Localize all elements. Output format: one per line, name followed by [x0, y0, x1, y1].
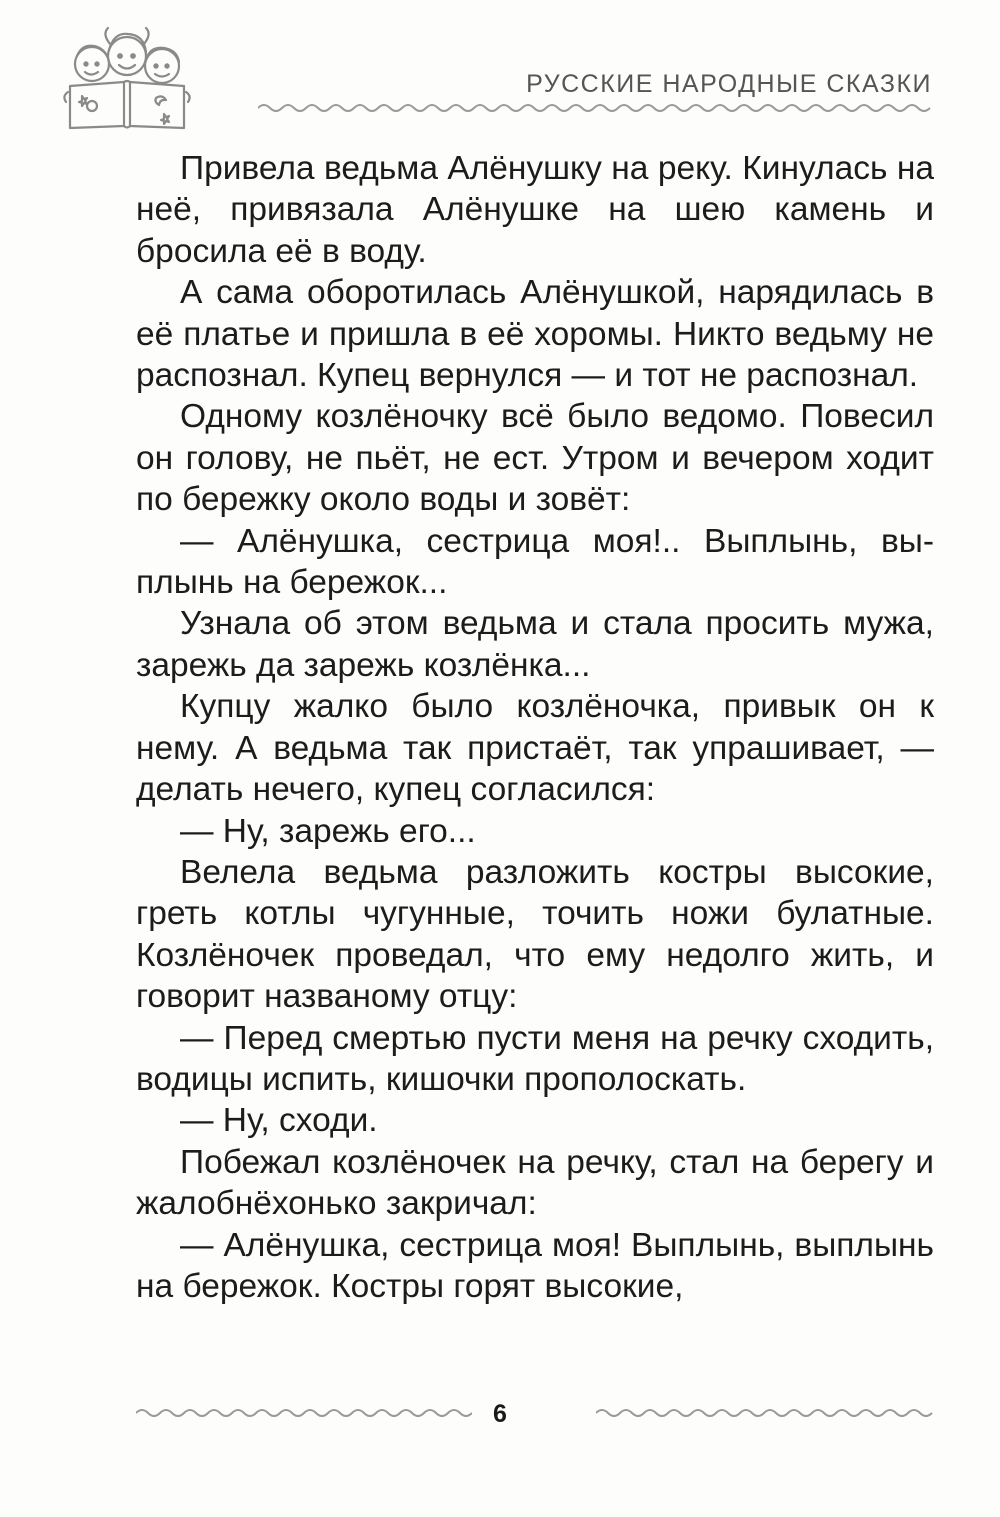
page-number: 6	[493, 1400, 507, 1428]
paragraph: Побежал козлёночек на речку, стал на берегу и жалобнёхонько закричал:	[136, 1143, 934, 1223]
paragraph: Купцу жалко было козлёночка, привык он к нему. А ведьма так пристаёт, так упрашивает, — делать нечего, купец согласился:	[136, 688, 934, 809]
running-title: РУССКИЕ НАРОДНЫЕ СКАЗКИ	[526, 70, 932, 98]
paragraph: А сама оборотилась Алёнушкой, нарядилась в её платье и пришла в её хоромы. Никто ведьму не распознал. Купец вернулся — и тот не распознал.	[136, 274, 934, 395]
paragraph: Одному козлёночку всё было ведомо. Повесил он голову, не пьёт, не ест. Утром и вечером ходит по бережку около воды и зовёт:	[136, 398, 934, 519]
paragraph: Узнала об этом ведьма и стала просить мужа, зарежь да зарежь козлёнка...	[136, 605, 934, 684]
paragraph: — Алёнушка, сестрица моя! Выплынь, выплынь на бережок. Костры горят высокие,	[136, 1226, 934, 1305]
paragraph: — Перед смертью пусти меня на речку сходить, водицы испить, кишочки прополоскать.	[136, 1019, 934, 1098]
footer-wave-divider-left	[136, 1405, 472, 1421]
paragraph: — Алёнушка, сестрица моя!.. Выплынь, выплынь на бережок...	[136, 522, 934, 602]
footer-wave-divider-right	[596, 1405, 934, 1421]
story-text	[136, 148, 934, 1307]
children-reading-book-icon	[52, 22, 202, 132]
header-wave-divider	[258, 100, 934, 116]
paragraph: — Ну, сходи.	[180, 1102, 378, 1140]
paragraph: — Ну, зарежь его...	[180, 812, 476, 850]
paragraph: Велела ведьма разложить костры высокие, греть котлы чугунные, точить ножи булатные. Козлёночек проведал, что ему недолго жить, и говорит названому отцу:	[136, 853, 934, 1016]
paragraph: Привела ведьма Алёнушку на реку. Кинулась на неё, привязала Алёнушке на шею камень и бросила её в воду.	[136, 150, 934, 270]
